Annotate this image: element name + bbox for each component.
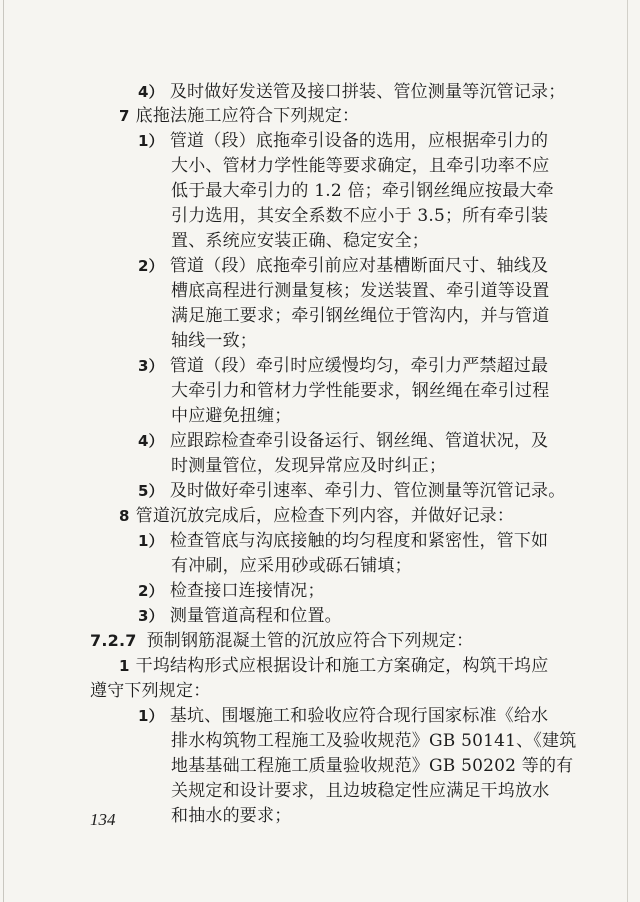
line-text: 大牵引力和管材力学性能要求，钢丝绳在牵引过程 (171, 381, 550, 401)
line-text: 干坞结构形式应根据设计和施工方案确定，构筑干坞应 (135, 656, 549, 676)
line-text: 及时做好牵引速率、牵引力、管位测量等沉管记录。 (169, 481, 566, 501)
section-number: 7.2.7 (90, 631, 137, 650)
text-line (119, 106, 359, 126)
text-line (171, 306, 549, 326)
text-line (171, 731, 576, 751)
item-number: 1） (138, 532, 164, 550)
line-text: 大小、管材力学性能等要求确定，且牵引功率不应 (171, 156, 550, 176)
text-line (171, 556, 412, 576)
line-text: 时测量管位，发现异常应及时纠正； (171, 456, 447, 476)
line-text: 关规定和设计要求，且边坡稳定性应满足干坞放水 (171, 781, 550, 801)
section-heading (90, 631, 473, 651)
page-number: 134 (90, 810, 116, 829)
page-edge-right (627, 0, 628, 902)
line-text: 地基基础工程施工质量验收规范》GB 50202 等的有 (171, 756, 574, 776)
item-number: 4） (138, 83, 164, 101)
text-line (138, 356, 548, 376)
item-number: 4） (138, 432, 164, 450)
text-line (171, 406, 291, 426)
text-line (90, 681, 210, 701)
item-number: 1 (119, 657, 130, 675)
text-line (138, 131, 548, 151)
item-number: 5） (138, 482, 164, 500)
item-number: 7 (119, 107, 130, 125)
item-number: 2） (138, 257, 164, 275)
text-line (171, 231, 429, 251)
line-text: 轴线一致； (171, 331, 257, 351)
text-line (138, 706, 548, 726)
text-line (171, 331, 257, 351)
line-text: 置、系统应安装正确、稳定安全； (171, 231, 429, 251)
text-line (171, 781, 549, 801)
line-text: 底拖法施工应符合下列规定： (135, 106, 360, 126)
line-text: 管道（段）底拖牵引前应对基槽断面尺寸、轴线及 (169, 256, 549, 276)
item-number: 8 (119, 507, 130, 525)
text-line (171, 156, 549, 176)
text-line (138, 431, 548, 451)
line-text: 检查管底与沟底接触的均匀程度和紧密性，管下如 (169, 531, 549, 551)
line-text: 引力选用，其安全系数不应小于 3.5；所有牵引装 (171, 206, 549, 226)
text-line (138, 256, 548, 276)
line-text: 测量管道高程和位置。 (169, 606, 342, 626)
line-text: 基坑、围堰施工和验收应符合现行国家标准《给水 (169, 706, 549, 726)
line-text: 管道沉放完成后，应检查下列内容，并做好记录： (135, 506, 515, 526)
line-text: 遵守下列规定： (90, 681, 211, 701)
line-text: 及时做好发送管及接口拼装、管位测量等沉管记录； (169, 82, 566, 102)
text-line (138, 481, 565, 501)
text-line (138, 531, 548, 551)
line-text: 管道（段）底拖牵引设备的选用，应根据牵引力的 (169, 131, 549, 151)
item-number: 3） (138, 357, 164, 375)
text-line (171, 381, 549, 401)
text-line (171, 281, 549, 301)
line-text: 有冲刷，应采用砂或砾石铺填； (171, 556, 412, 576)
item-number: 1） (138, 132, 164, 150)
line-text: 槽底高程进行测量复核；发送装置、牵引道等设置 (171, 281, 550, 301)
text-line (171, 756, 573, 776)
text-line (138, 82, 565, 102)
item-number: 2） (138, 582, 164, 600)
text-line (171, 806, 291, 826)
page-edge-left (3, 0, 4, 902)
item-number: 3） (138, 607, 164, 625)
text-line (138, 581, 325, 601)
text-line (119, 506, 514, 526)
item-number: 1） (138, 707, 164, 725)
text-line (119, 656, 548, 676)
text-line (171, 206, 548, 226)
text-line (171, 456, 446, 476)
line-text: 中应避免扭缠； (171, 406, 292, 426)
line-text: 应跟踪检查牵引设备运行、钢丝绳、管道状况，及 (169, 431, 549, 451)
line-text: 预制钢筋混凝土管的沉放应符合下列规定： (146, 631, 474, 651)
line-text: 低于最大牵引力的 1.2 倍；牵引钢丝绳应按最大牵 (171, 181, 554, 201)
line-text: 和抽水的要求； (171, 806, 292, 826)
line-text: 管道（段）牵引时应缓慢均匀，牵引力严禁超过最 (169, 356, 549, 376)
text-line (138, 606, 342, 626)
line-text: 检查接口连接情况； (169, 581, 325, 601)
line-text: 排水构筑物工程施工及验收规范》GB 50141、《建筑 (171, 731, 577, 751)
line-text: 满足施工要求；牵引钢丝绳位于管沟内，并与管道 (171, 306, 550, 326)
text-line (171, 181, 554, 201)
